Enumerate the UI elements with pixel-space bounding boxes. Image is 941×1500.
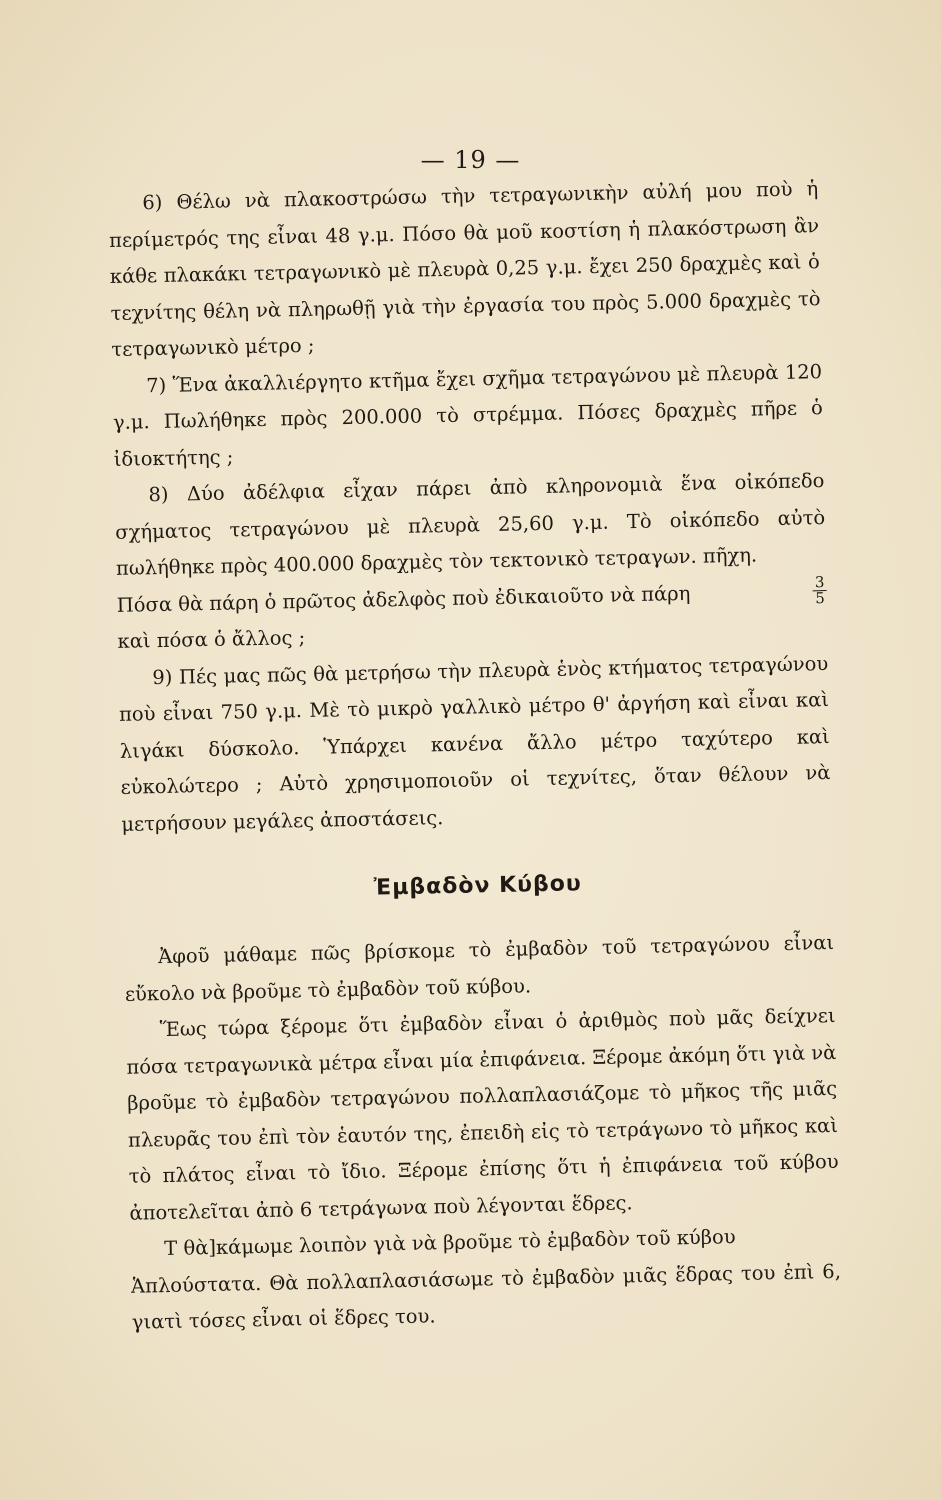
exercise-8: 8) Δύο ἀδέλφια εἶχαν πάρει ἀπὸ κληρονομιὰ ἕνα οἰκόπεδο σχήματος τετραγώνου μὲ πλευρὰ 25,60 γ.μ. Τὸ οἰκόπεδο αὐτὸ πωλήθηκε πρὸς 400.000 δραχμὲς τὸν τεκτονικὸ τετραγων. πῆχη.	[115, 469, 826, 580]
theory-section	[124, 925, 842, 1341]
exercise-9: 9) Πές μας πῶς θὰ μετρήσω τὴν πλευρὰ ἑνὸς κτήματος τετραγώνου ποὺ εἶναι 750 γ.μ. Μὲ τὸ μικρὸ γαλλικὸ μέτρο θ' ἀργήση καὶ εἶναι καὶ λιγάκι δύσκολο. Ὑπάρχει κανένα ἄλλο μέτρο ταχύτερο καὶ εὐκολώτερο ; Αὐτὸ χρησιμοποιοῦν οἱ τεχνίτες, ὅταν θέλουν νὰ μετρήσουν μεγάλες ἀποστάσεις.	[118, 651, 831, 836]
theory-paragraph: Ἕως τώρα ξέρομε ὅτι ἐμβαδὸν εἶναι ὁ ἀριθμὸς ποὺ μᾶς δείχνει πόσα τετραγωνικὰ μέτρα εἶναι μία ἐπιφάνεια. Ξέρομε ἀκόμη ὅτι γιὰ νὰ βροῦμε τὸ ἐμβαδὸν τετραγώνου πολλαπλασιάζομε τὸ μῆκος τῆς μιᾶς πλευρᾶς του ἐπὶ τὸν ἑαυτόν της, ἐπειδὴ εἰς τὸ τετράγωνο τὸ μῆκος καὶ τὸ πλάτος εἶναι τὸ ἴδιο. Ξέρομε ἐπίσης ὅτι ἡ ἐπιφάνεια τοῦ κύβου ἀποτελεῖται ἀπὸ 6 τετράγωνα ποὺ λέγονται ἕδρες.	[126, 1003, 839, 1225]
theory-question: Τ θὰ]κάμωμε λοιπὸν γιὰ νὰ βροῦμε τὸ ἐμβαδὸν τοῦ κύβου	[164, 1225, 736, 1261]
exercise-8-tail: καὶ πόσα ὁ ἄλλος ;	[117, 625, 306, 653]
page-content	[108, 171, 842, 1341]
fraction	[813, 575, 827, 606]
exercise-6: 6) Θέλω νὰ πλακοστρώσω τὴν τετραγωνικὴν αὐλή μου ποὺ ἡ περίμετρός της εἶναι 48 γ.μ. Πόσο θὰ μοῦ κοστίση ἡ πλακόστρωση ἂν κάθε πλακάκι τετραγωνικὸ μὲ πλευρὰ 0,25 γ.μ. ἔχει 250 δραχμὲς καὶ ὁ τεχνίτης θέλη νὰ πληρωθῇ γιὰ τὴν ἐργασία του πρὸς 5.000 δραχμὲς τὸ τετραγωνικὸ μέτρο ;	[108, 177, 821, 361]
page-number: — 19 —	[420, 146, 521, 174]
fraction-denominator: 5	[815, 589, 825, 608]
exercise-8-question: Πόσα θὰ πάρη ὁ πρῶτος ἀδελφὸς ποὺ ἐδικαιοῦτο νὰ πάρη	[116, 581, 691, 617]
section-title: Ἐμβαδὸν Κύβου	[373, 871, 582, 901]
exercise-7: 7) Ἕνα ἀκαλλιέργητο κτῆμα ἔχει σχῆμα τετραγώνου μὲ πλευρὰ 120 γ.μ. Πωλήθηκε πρὸς 200.000 τὸ στρέμμα. Πόσες δραχμὲς πῆρε ὁ ἰδιοκτήτης ;	[112, 359, 824, 471]
theory-answer: Ἁπλούστατα. Θὰ πολλαπλασιάσωμε τὸ ἐμβαδὸν μιᾶς ἕδρας του ἐπὶ 6, γιατὶ τόσες εἶναι οἱ ἕδρες του.	[130, 1259, 842, 1334]
fraction-numerator: 3	[814, 573, 825, 592]
exercise-8-block	[114, 463, 828, 660]
theory-paragraph: Ἀφοῦ μάθαμε πῶς βρίσκομε τὸ ἐμβαδὸν τοῦ τετραγώνου εἶναι εὔκολο νὰ βροῦμε τὸ ἐμβαδὸν τοῦ κύβου.	[124, 930, 835, 1006]
